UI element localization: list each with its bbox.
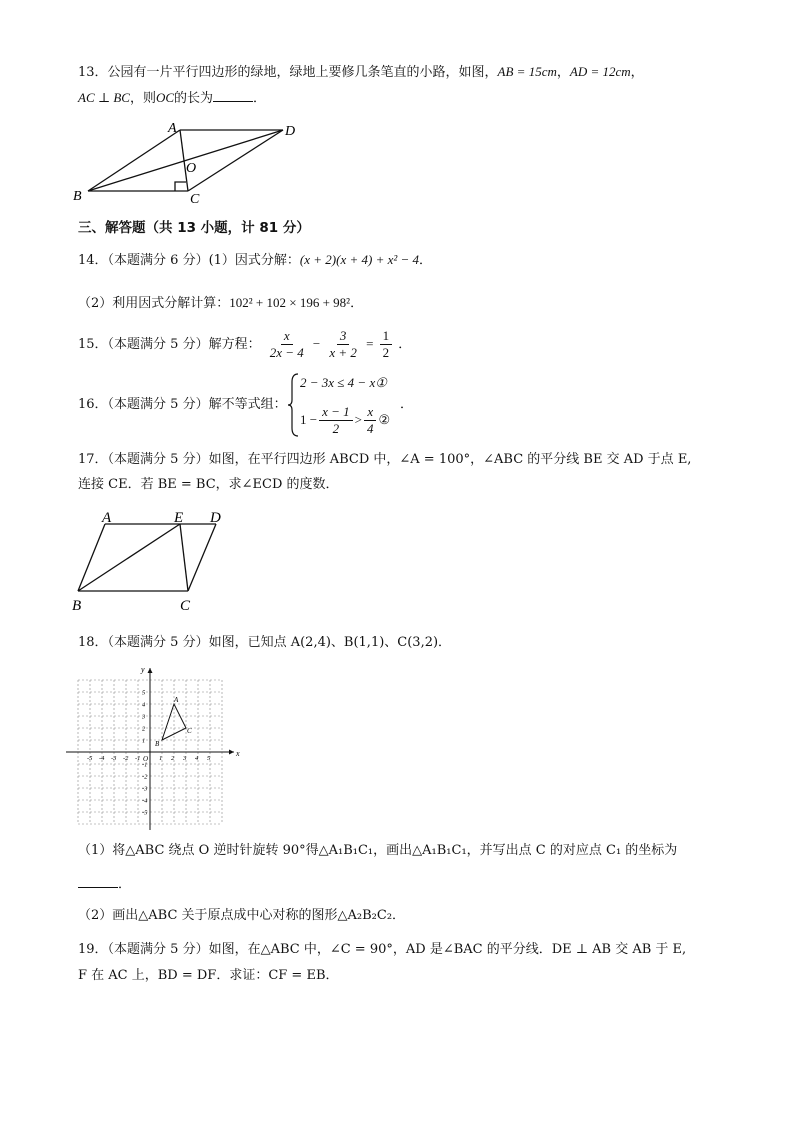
q16-ineq2-gt: > <box>354 412 362 427</box>
q15-f1-num: x <box>281 328 293 345</box>
y-axis-arrow-icon <box>148 668 153 673</box>
q16-prefix: 16．（本题满分 5 分）解不等式组： <box>78 397 287 412</box>
q13-period: ． <box>253 91 267 106</box>
q15-fraction-2 <box>326 328 360 361</box>
q15-f3-den: 2 <box>382 345 390 360</box>
y-tick-label: -4 <box>142 797 148 805</box>
q13-tail: 的长为 <box>174 91 214 106</box>
q13-ad: AD = 12cm <box>569 64 631 79</box>
x-tick-label: -1 <box>135 755 141 762</box>
q14-p2-text: （2）利用因式分解计算： <box>78 296 230 311</box>
q19-line1: 19．（本题满分 5 分）如图，在△ABC 中，∠C = 90°，AD 是∠BAC 的平分线．DE ⊥ AB 交 AB 于 E, <box>78 942 687 957</box>
q16-ineq2 <box>300 402 390 439</box>
y-tick-label: 3 <box>142 713 146 721</box>
q17-parallelogram-figure <box>70 506 250 616</box>
q18-sub1-text: （1）将△ABC 绕点 O 逆时针旋转 90°得△A₁B₁C₁，画出△A₁B₁C₁，并写出点 C 的对应点 C₁ 的坐标为 <box>78 843 678 858</box>
q13-end: ， <box>630 65 644 80</box>
q14-p1-text: 14．（本题满分 6 分）(1）因式分解： <box>78 253 300 268</box>
q15-eq: = <box>366 336 374 351</box>
q19-line2: F 在 AC 上，BD = DF．求证：CF = EB． <box>78 968 339 983</box>
q17-label-e: E <box>174 510 184 526</box>
x-tick-label: 3 <box>183 755 187 762</box>
q15-f1-den: 2x − 4 <box>269 345 304 360</box>
q13-parallelogram-figure <box>70 118 330 208</box>
x-tick-label: -2 <box>123 755 129 762</box>
y-tick-label: 5 <box>142 689 146 697</box>
y-tick-label: -2 <box>142 773 148 781</box>
q15-fraction-1 <box>267 328 307 361</box>
q13-text: 13．公园有一片平行四边形的绿地，绿地上要修几条笔直的小路，如图， <box>78 65 498 80</box>
y-tick-label: -5 <box>142 809 148 817</box>
q18-sub1-answer <box>78 875 131 894</box>
q14-p2-expr: 102² + 102 × 196 + 98² <box>229 295 351 310</box>
q15-line <box>78 326 411 363</box>
x-axis-label: x <box>236 749 240 758</box>
y-tick-label: -3 <box>142 785 148 793</box>
q18-answer-blank[interactable] <box>78 875 118 888</box>
q17-label-c: C <box>180 598 191 614</box>
y-axis-label: y <box>141 665 145 674</box>
q16-ineq2-frac2 <box>364 404 377 437</box>
q17-line2: 连接 CE．若 BE = BC，求∠ECD 的度数． <box>78 477 339 492</box>
q15-text: 15．（本题满分 5 分）解方程： <box>78 337 261 352</box>
q16-ineq2-den2: 4 <box>366 421 374 436</box>
x-tick-label: -5 <box>87 755 93 762</box>
q13-line2 <box>78 89 266 108</box>
q13-label-b: B <box>73 189 82 204</box>
q14-part1 <box>78 251 432 270</box>
point-a-label: A <box>174 696 179 704</box>
q13-label-c: C <box>190 192 200 207</box>
q17-label-a: A <box>102 510 112 526</box>
q16-brace-icon <box>288 372 300 438</box>
point-b-label: B <box>155 740 160 748</box>
y-tick-label: 4 <box>142 701 146 709</box>
q15-fraction-3 <box>380 328 393 361</box>
q15-f3-num: 1 <box>380 328 393 345</box>
q15-end: ． <box>398 337 412 352</box>
x-axis-arrow-icon <box>229 750 234 755</box>
q13-label-a: A <box>168 121 177 136</box>
q14-p2-end: ． <box>350 296 364 311</box>
q15-f2-den: x + 2 <box>329 345 357 360</box>
q18-sub2: （2）画出△ABC 关于原点成中心对称的图形△A₂B₂C₂． <box>78 908 406 923</box>
point-c-label: C <box>187 727 192 735</box>
q16-ineq2-tag: ② <box>378 413 391 428</box>
q13-label-d: D <box>285 124 296 139</box>
x-tick-label: 5 <box>207 755 211 762</box>
x-tick-label: 1 <box>159 755 163 762</box>
y-tick-label: 2 <box>142 725 146 733</box>
origin-label: O <box>143 755 149 763</box>
section3-title: 三、解答题（共 13 小题，计 81 分） <box>78 220 310 236</box>
q13-label-o: O <box>186 161 197 176</box>
q18-line1: 18．（本题满分 5 分）如图，已知点 A(2,4)、B(1,1)、C(3,2)． <box>78 635 452 650</box>
q14-p1-expr: (x + 2)(x + 4) + x² − 4 <box>299 252 420 267</box>
q13-answer-blank[interactable] <box>213 89 253 102</box>
x-tick-label: 2 <box>171 755 175 762</box>
q14-part2 <box>78 294 363 313</box>
q17-label-b: B <box>72 598 82 614</box>
q17-label-d: D <box>210 510 221 526</box>
q16-ineq2-lead: 1 − <box>300 412 318 427</box>
y-tick-label: 1 <box>142 737 146 745</box>
q17-line1: 17．（本题满分 5 分）如图，在平行四边形 ABCD 中，∠A = 100°，∠ABC 的平分线 BE 交 AD 于点 E, <box>78 452 692 467</box>
q13-sep: ， <box>556 65 570 80</box>
q13-oc: OC <box>155 90 175 105</box>
q16-end: ． <box>400 397 414 412</box>
q18-coordinate-grid <box>72 665 240 826</box>
q18-sub1-end: ． <box>118 877 132 892</box>
q13-mid: ，则 <box>129 91 156 106</box>
q13-ab: AB = 15cm <box>497 64 557 79</box>
q16-ineq2-num2: x <box>364 404 376 421</box>
q15-f2-num: 3 <box>337 328 350 345</box>
q13-cond: AC ⊥ BC <box>78 90 130 105</box>
y-tick-label: -1 <box>142 761 148 769</box>
q16-ineq2-den1: 2 <box>332 421 340 436</box>
x-tick-label: -3 <box>111 755 117 762</box>
q16-ineq2-frac1 <box>319 404 353 437</box>
q13-line1 <box>78 63 644 82</box>
q14-p1-end: ． <box>419 253 433 268</box>
q15-minus: − <box>312 336 321 351</box>
x-tick-label: 4 <box>195 755 199 762</box>
q16-ineq1: 2 − 3x ≤ 4 − x① <box>300 375 387 390</box>
q18-sub1 <box>78 842 677 860</box>
x-tick-label: -4 <box>99 755 105 762</box>
q16-ineq2-num1: x − 1 <box>319 404 353 421</box>
